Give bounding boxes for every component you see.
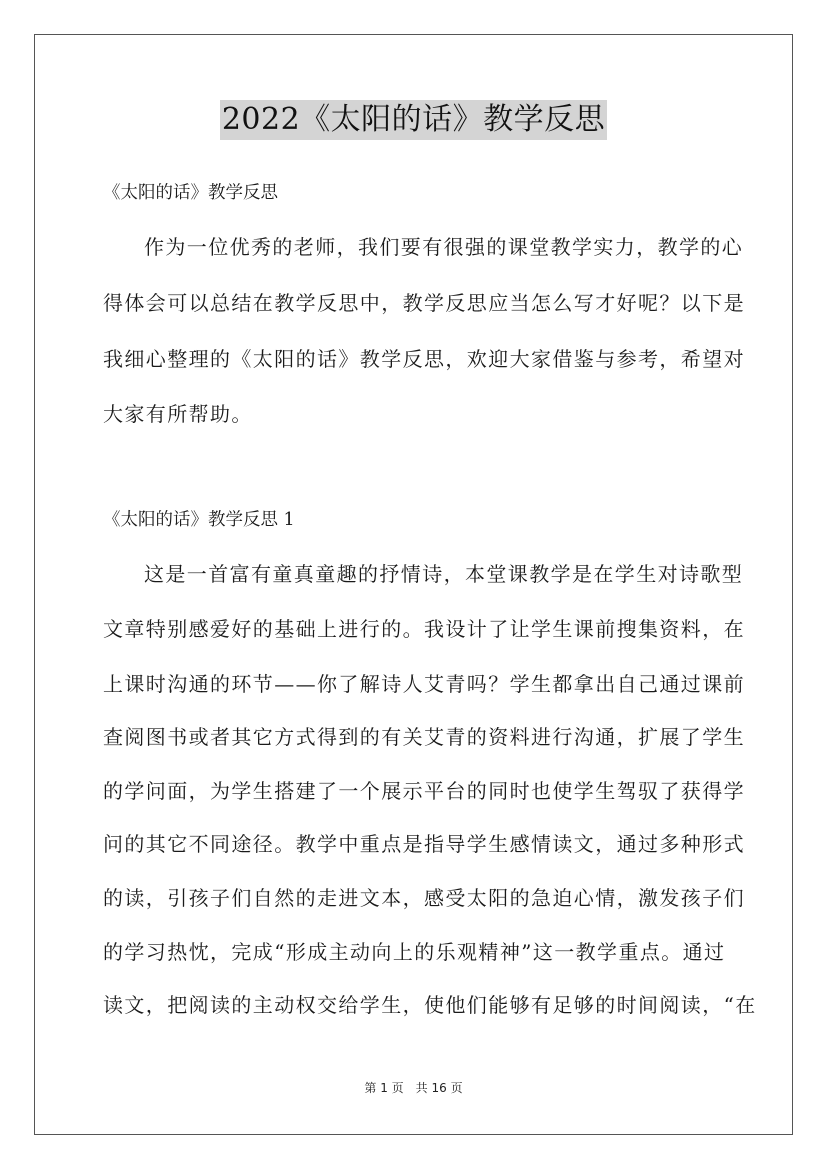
intro-heading: 《太阳的话》教学反思	[103, 183, 278, 203]
paragraph-line: 的学习热忱，完成“形成主动向上的乐观精神”这一教学重点。通过	[103, 940, 726, 964]
page-footer	[0, 1080, 827, 1096]
paragraph-line: 读文，把阅读的主动权交给学生，使他们能够有足够的时间阅读，“在	[103, 993, 757, 1017]
paragraph-line: 的读，引孩子们自然的走进文本，感受太阳的急迫心情，激发孩子们	[103, 886, 745, 910]
paragraph-line: 的学问面，为学生搭建了一个展示平台的同时也使学生驾驭了获得学	[103, 779, 745, 803]
paragraph-line: 得体会可以总结在教学反思中，教学反思应当怎么写才好呢？以下是	[103, 291, 745, 315]
title-container	[0, 100, 827, 140]
document-title: 2022《太阳的话》教学反思	[220, 100, 607, 140]
paragraph-line: 文章特别感爱好的基础上进行的。我设计了让学生课前搜集资料，在	[103, 617, 745, 641]
paragraph-line: 我细心整理的《太阳的话》教学反思，欢迎大家借鉴与参考，希望对	[103, 347, 745, 371]
paragraph-line: 查阅图书或者其它方式得到的有关艾青的资料进行沟通，扩展了学生	[103, 725, 745, 749]
paragraph-line: 这是一首富有童真童趣的抒情诗，本堂课教学是在学生对诗歌型	[144, 562, 744, 586]
page-total: 共 16 页	[415, 1081, 463, 1095]
section-heading: 《太阳的话》教学反思 1	[103, 510, 295, 530]
paragraph-line: 上课时沟通的环节——你了解诗人艾青吗？学生都拿出自己通过课前	[103, 672, 745, 696]
page-number: 第 1 页	[364, 1081, 404, 1095]
paragraph-line: 大家有所帮助。	[103, 402, 253, 426]
paragraph-line: 问的其它不同途径。教学中重点是指导学生感情读文，通过多种形式	[103, 832, 745, 856]
paragraph-line: 作为一位优秀的老师，我们要有很强的课堂教学实力，教学的心	[144, 235, 744, 259]
